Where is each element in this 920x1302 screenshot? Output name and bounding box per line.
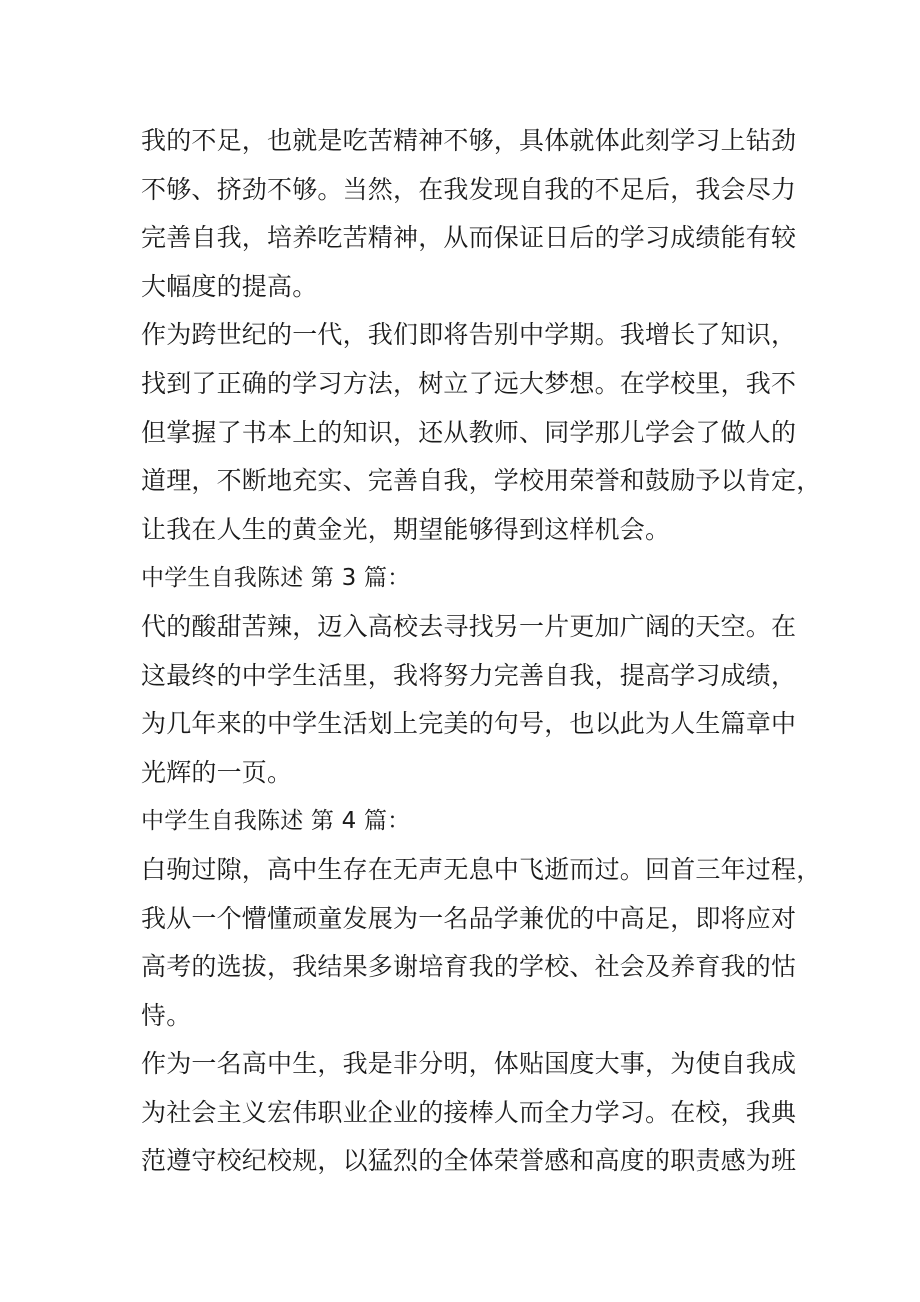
section-heading: 中学生自我陈述 第 3 篇：	[141, 565, 411, 592]
document-body	[141, 117, 822, 1186]
text-line: 道理，不断地充实、完善自我，学校用荣誉和鼓励予以肯定，	[141, 466, 822, 496]
text-line: 为几年来的中学生活划上完美的句号，也以此为人生篇章中	[141, 709, 797, 739]
text-line: 我从一个懵懂顽童发展为一名品学兼优的中高足，即将应对	[141, 903, 797, 933]
text-line: 让我在人生的黄金光，期望能够得到这样机会。	[141, 514, 671, 544]
text-line: 白驹过隙，高中生存在无声无息中飞逝而过。回首三年过程，	[141, 854, 822, 884]
text-line: 范遵守校纪校规，以猛烈的全体荣誉感和高度的职责感为班	[141, 1146, 797, 1176]
section-heading: 中学生自我陈述 第 4 篇：	[141, 808, 411, 835]
text-line: 为社会主义宏伟职业企业的接棒人而全力学习。在校，我典	[141, 1097, 797, 1127]
text-line: 代的酸甜苦辣，迈入高校去寻找另一片更加广阔的天空。在	[141, 611, 797, 641]
text-line: 不够、挤劲不够。当然，在我发现自我的不足后，我会尽力	[141, 174, 797, 204]
text-line: 高考的选拔，我结果多谢培育我的学校、社会及养育我的怙	[141, 952, 797, 982]
text-line: 光辉的一页。	[141, 757, 293, 787]
text-line: 找到了正确的学习方法，树立了远大梦想。在学校里，我不	[141, 368, 797, 398]
text-line: 恃。	[141, 1000, 192, 1030]
text-line: 作为跨世纪的一代，我们即将告别中学期。我增长了知识，	[141, 320, 797, 350]
text-line: 作为一名高中生，我是非分明，体贴国度大事，为使自我成	[141, 1049, 797, 1079]
text-line: 完善自我，培养吃苦精神，从而保证日后的学习成绩能有较	[141, 223, 797, 253]
text-line: 我的不足，也就是吃苦精神不够，具体就体此刻学习上钻劲	[141, 126, 797, 155]
text-line: 但掌握了书本上的知识，还从教师、同学那儿学会了做人的	[141, 417, 797, 447]
text-line: 大幅度的提高。	[141, 271, 318, 301]
text-line: 这最终的中学生活里，我将努力完善自我，提高学习成绩，	[141, 660, 797, 690]
